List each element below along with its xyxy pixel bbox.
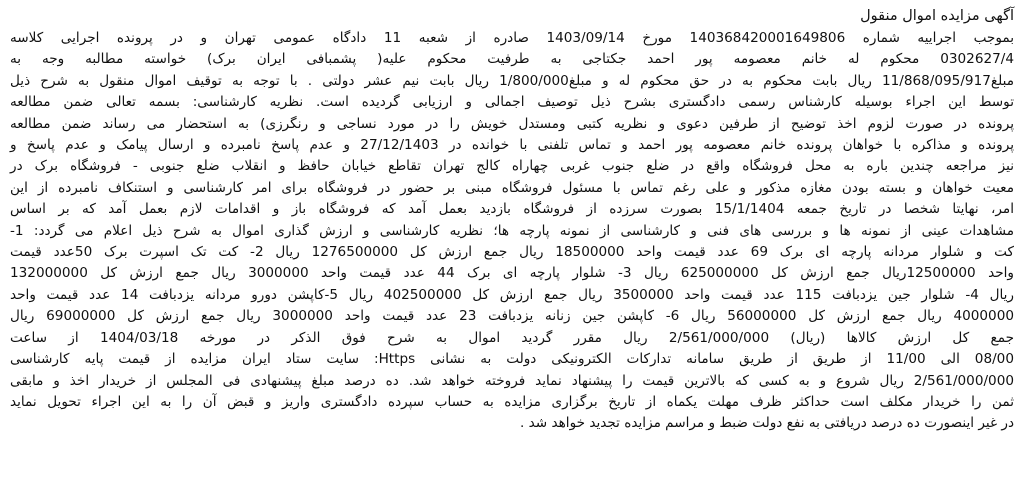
notice-line: 4000000 ریال جمع ارزش کل 56000000 ریال 6- کاپشن جین زنانه یزدبافت 23 عدد قیمت واحد 3000000 ریال جمع ارزش کل 69000000 ریال: [10, 308, 1014, 325]
notice-line: ریال 4- شلوار جین یزدبافت 115 عدد قیمت واحد 3500000 ریال جمع ارزش کل 402500000 ریال 5-کاپشن دورو مردانه یزدبافت 14 عدد قیمت واحد: [10, 286, 1014, 303]
notice-line: نیز مراجعه چندین باره به محل فروشگاه واقع در ضلع جنوب غربی چهاراه کالج تهران تقاطع خیابان حافظ و انقلاب ضلع جنوبی - فروشگاه برک در: [10, 158, 1014, 175]
notice-title: آگهی مزایده اموال منقول: [860, 8, 1014, 24]
notice-line: مشاهدات عینی از نمونه ها و بررسی های فنی و کارشناسی از نمونه پارچه ها؛ نظریه کارشناسی و ارزش گذاری اموال به شرح ذیل اعلام می گردد: 1-: [10, 222, 1014, 239]
notice-line: 2/561/000/000 ریال شروع و به کسی که بالاترین قیمت را پیشنهاد نماید فروخته خواهد شد. ده درصد مبلغ پیشنهادی فی المجلس از خریدار اخذ و مابقی: [10, 372, 1014, 389]
notice-line: پرونده و مذاکره با خواهان پرونده خانم معصومه پور احمد و تماس تلفنی با خوانده در 27/12/1403 و عدم پاسخ نامبرده و ارسال پیامک و عدم پاسخ و: [10, 137, 1014, 154]
notice-line: ثمن را خریدار مکلف است حداکثر ظرف مهلت یکماه از تاریخ برگزاری مزایده به حساب سپرده دادگستری واریز و قبض آن را به این اجراء تحویل نماید: [10, 393, 1014, 410]
notice-line: 0302627/4 محکوم له خانم معصومه پور احمد جکتاجی به طرفیت محکوم علیه( پشمبافی ایران برک) خواسته مطالبه وجه به: [10, 51, 1014, 68]
notice-line: مبلغ11/868/095/917 ریال بابت محکوم به در حق محکوم له و مبلغ1/800/000 ریال بابت نیم عشر دولتی . با توجه به توقیف اموال منقول به شرح ذیل: [10, 72, 1014, 89]
notice-line: جمع کل ارزش کالاها (ریال) 2/561/000/000 ریال مقرر گردید اموال به شرح فوق الذکر در مورخه 1404/03/18 از ساعت: [10, 329, 1014, 346]
notice-line: امر، نهایتا شخصا در تاریخ جمعه 15/1/1404 بصورت سرزده از فروشگاه بازدید بعمل آمد که فروشگاه باز و اقدامات لازم بعمل آمد که بر اساس: [10, 201, 1014, 218]
notice-line: پرونده در صورت لزوم اخذ توضیح از طرفین دعوی و نظریه کتبی ومستدل خویش را در مورد نساجی و رنگرزی) به استحضار می رساند ضمن مطالعه: [10, 115, 1014, 132]
notice-line: بموجب اجراییه شماره 140368420001649806 مورخ 1403/09/14 صادره از شعبه 11 دادگاه عمومی تهران و در پرونده اجرایی کلاسه: [10, 30, 1015, 46]
notice-line: در غیر اینصورت ده درصد دریافتی به نفع دولت ضبط و مراسم مزایده تجدید خواهد شد .: [520, 415, 1014, 432]
notice-line: معیت خواهان و بسته بودن مغازه مذکور و علی رغم تماس با مسئول فروشگاه مبنی بر حضور در فروشگاه برای امر کارشناسی و استنکاف نامبرده از این: [10, 179, 1014, 196]
notice-body: [10, 28, 1014, 435]
notice-line: توسط این اجراء بوسیله کارشناس رسمی دادگستری بشرح ذیل توصیف اجمالی و ارزیابی گردیده است. نظریه کارشناسی: بسمه تعالی ضمن مطالعه: [10, 94, 1014, 111]
notice-line: واحد 12500000ریال جمع ارزش کل 625000000 ریال 3- شلوار پارچه ای برک 44 عدد قیمت واحد 3000000 ریال جمع ارزش کل 132000000: [10, 265, 1014, 282]
notice-line: 08/00 الی 11/00 از طریق از طریق سامانه تدارکات الکترونیکی دولت به نشانی Https: سایت ستاد ایران مزایده از قیمت پایه کارشناسی: [10, 351, 1014, 368]
notice-line: کت و شلوار مردانه پارچه ای برک 69 عدد قیمت واحد 18500000 ریال جمع ارزش کل 1276500000 ریال 2- کت تک اسپرت برک 50عدد قیمت: [10, 244, 1014, 261]
